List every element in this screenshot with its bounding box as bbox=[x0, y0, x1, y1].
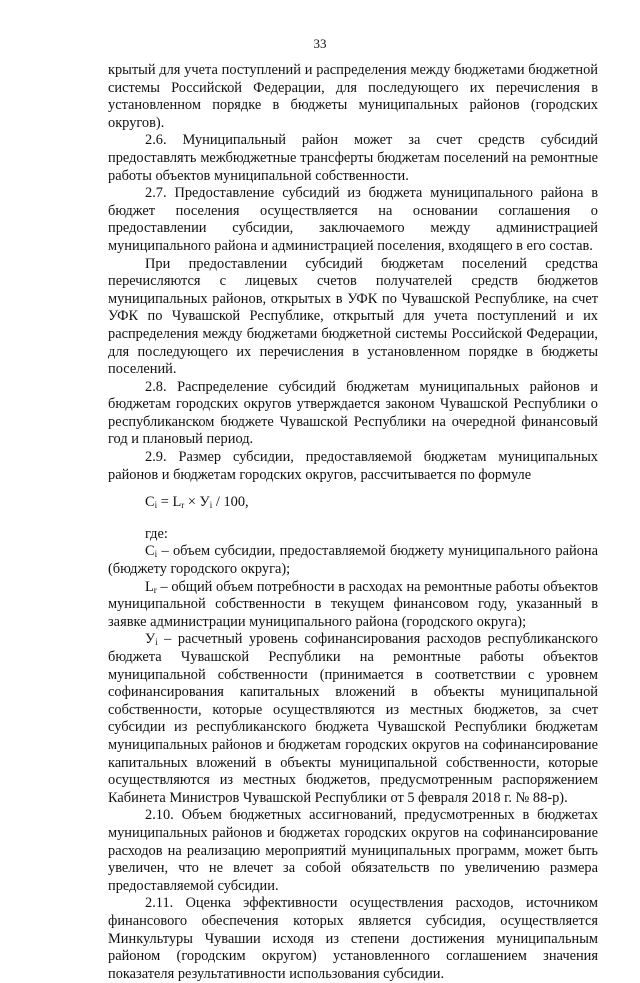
formula-term-l-sub: r bbox=[181, 500, 185, 511]
paragraph-2-8: 2.8. Распределение субсидий бюджетам муниципальных районов и бюджетам городских округов утверждается законом Чувашской Республики о республиканском бюджете Чувашской Республики на очередной финансовый год и плановый период. bbox=[108, 378, 598, 448]
paragraph-2-9: 2.9. Размер субсидии, предоставляемой бюджетам муниципальных районов и бюджетам городских округов, рассчитывается по формуле bbox=[108, 449, 598, 483]
formula-op: × bbox=[184, 494, 200, 511]
where-label: где: bbox=[145, 525, 168, 542]
paragraph-2-10: 2.10. Объем бюджетных ассигнований, предусмотренных в бюджетах муниципальных районов и бюджетах городских округов на софинансирование расходов на реализацию мероприятий муниципальных программ, может быть увеличен, что не влечет за собой обязательств по увеличению размера предоставляемой субсидии. bbox=[108, 807, 598, 894]
formula-rest: / 100, bbox=[212, 494, 249, 511]
formula-term-u: У bbox=[199, 494, 210, 511]
definition-text: – объем субсидии, предоставляемой бюджету муниципального района (бюджету городского округа); bbox=[108, 543, 598, 578]
definition-symbol-sub: r bbox=[153, 584, 157, 595]
paragraph-continuation: крытый для учета поступлений и распределения между бюджетами бюджетной системы Российской Федерации, для последующего их перечисления в установленном порядке в бюджеты муниципальных районов (городских округов). bbox=[108, 62, 598, 131]
definition-symbol: L bbox=[145, 578, 154, 595]
page-number: 33 bbox=[313, 36, 327, 51]
definition-symbol: У bbox=[145, 631, 156, 648]
definition-text: – расчетный уровень софинансирования расходов республиканского бюджета Чувашской Республики на ремонтные работы объектов муниципальной собственности (принимается в соответствии с уровнем софинансирования капитальных вложений в объекты муниципальной собственности, которые осуществляются из местных бюджетов, за счет субсидии из республиканского бюджета Чувашской Республики бюджетам муниципальных районов и бюджетам городских округов на софинансирование капитальных вложений в объекты муниципальной собственности, которые осуществляются из местных бюджетов, предусмотренным распоряжением Кабинета Министров Чувашской Республики от 5 февраля 2018 г. № 88-р). bbox=[108, 631, 598, 806]
document-body bbox=[108, 62, 598, 983]
formula-term-u-sub: i bbox=[209, 500, 213, 511]
definition-text: – общий объем потребности в расходах на ремонтные работы объектов муниципальной собственности в текущем финансовом году, указанный в заявке администрации муниципального района (городского округа); bbox=[108, 578, 598, 630]
definition-symbol-sub: i bbox=[155, 637, 158, 648]
paragraph-2-7: 2.7. Предоставление субсидий из бюджета муниципального района в бюджет поселения осуществляется на основании соглашения о предоставлении субсидии, заключаемого между администрацией муниципального района и администрацией поселения, входящего в его состав. bbox=[108, 185, 598, 254]
formula-term-l: L bbox=[172, 494, 182, 511]
definition-u bbox=[108, 631, 598, 807]
paragraph-2-11: 2.11. Оценка эффективности осуществления расходов, источником финансового обеспечения которых является субсидия, осуществляется Минкультуры Чувашии исходя из степени достижения муниципальным районом (городским округом) установленного соглашением значения показателя результативности использования субсидии. bbox=[108, 895, 598, 982]
definition-symbol-sub: i bbox=[154, 549, 158, 560]
formula-lhs: C bbox=[145, 494, 155, 511]
definition-symbol: C bbox=[145, 543, 155, 560]
formula-lhs-sub: i bbox=[154, 500, 158, 511]
paragraph-transfer-rules: При предоставлении субсидий бюджетам поселений средства перечисляются с лицевых счетов получателей средств бюджетов муниципальных районов, открытых в УФК по Чувашской Республике, на счет УФК по Чувашской Республике, открытый для учета поступлений и их распределения между бюджетами бюджетной системы Российской Федерации, для последующего их перечисления в установленном порядке в бюджеты поселений. bbox=[108, 255, 598, 378]
definition-c bbox=[108, 543, 598, 578]
subsidy-formula bbox=[108, 494, 598, 512]
definition-l bbox=[108, 579, 598, 632]
paragraph-2-6: 2.6. Муниципальный район может за счет средств субсидий предоставлять межбюджетные трансферты бюджетам поселений на ремонтные работы объектов муниципальной собственности. bbox=[108, 132, 598, 184]
formula-eq: = bbox=[157, 494, 173, 511]
